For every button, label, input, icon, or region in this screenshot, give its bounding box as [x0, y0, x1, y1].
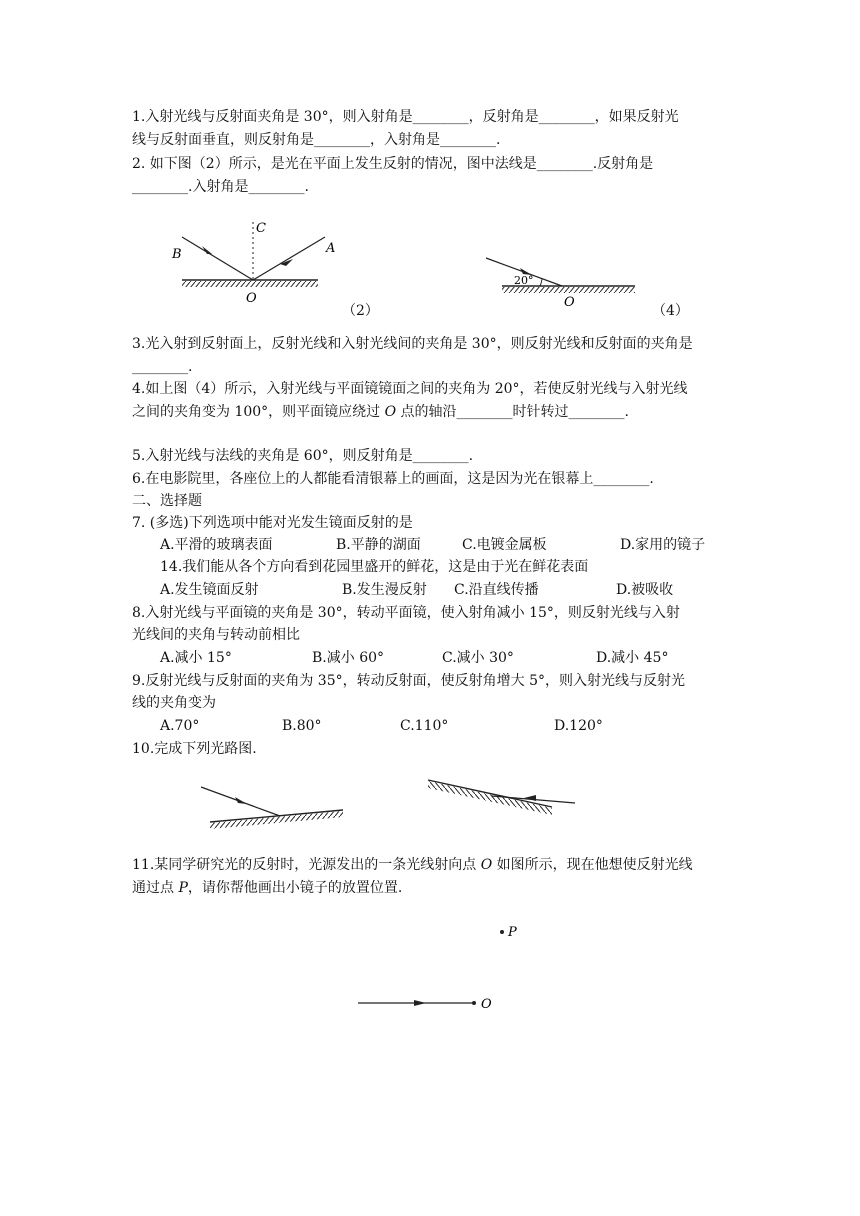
q8-line1: 8.入射光线与平面镜的夹角是 30°，转动平面镜，使入射角减小 15°，则反射光线与入射 [132, 605, 680, 621]
q10-figure-left [195, 780, 350, 835]
q14-options [160, 579, 760, 601]
label-O-11: O [481, 997, 492, 1012]
q14-stem: 14.我们能从各个方向看到花园里盛开的鲜花，这是由于光在鲜花表面 [160, 559, 589, 575]
figure-4-reflection-diagram [480, 250, 640, 312]
q11-line1: 11.某同学研究光的反射时，光源发出的一条光线射向点 O 如图所示，现在他想使反射光线 [132, 857, 693, 873]
q7-stem: 7. (多选)下列选项中能对光发生镜面反射的是 [132, 515, 413, 531]
angle-20-label: 20° [514, 274, 534, 287]
q9-options [160, 715, 760, 737]
q9-line2: 线的夹角变为 [132, 695, 216, 711]
q4-line2: 之间的夹角变为 100°，则平面镜应绕过 O 点的轴沿________时针转过________. [132, 404, 630, 420]
label-A: A [326, 241, 336, 256]
q5-text: 5.入射光线与法线的夹角是 60°，则反射角是________. [132, 448, 474, 464]
q8-line2: 光线间的夹角与转动前相比 [132, 627, 300, 643]
q4-line1: 4.如上图（4）所示，入射光线与平面镜镜面之间的夹角为 20°，若使反射光线与入射光线 [132, 381, 688, 397]
q7-option-b[interactable]: B.平静的湖面 [336, 537, 421, 553]
q10-figure-right [420, 770, 580, 825]
point-O [472, 1001, 476, 1005]
q7-option-d[interactable]: D.家用的镜子 [620, 537, 706, 553]
label-P: P [508, 925, 517, 940]
figure-2-reflection-diagram [160, 210, 336, 310]
q9-option-b[interactable]: B.80° [282, 718, 322, 734]
q14-option-d[interactable]: D.被吸收 [616, 582, 674, 598]
q8-option-a[interactable]: A.减小 15° [160, 650, 232, 666]
mirror4-hatching [502, 287, 635, 293]
q11-figure [350, 918, 530, 1018]
section-title-choice: 二、选择题 [132, 493, 202, 509]
q8-options [160, 647, 760, 669]
ray-OB [182, 237, 253, 280]
q6-text: 6.在电影院里，各座位上的人都能看清银幕上的画面，这是因为光在银幕上________. [132, 471, 654, 487]
ray-AO [253, 237, 325, 280]
q14-option-b[interactable]: B.发生漫反射 [342, 582, 427, 598]
q2-line2: ________.入射角是________. [132, 179, 309, 195]
q14-option-a[interactable]: A.发生镜面反射 [160, 582, 259, 598]
q10-right-mirror [428, 780, 552, 807]
q9-option-a[interactable]: A.70° [160, 718, 200, 734]
q1-line1: 1.入射光线与反射面夹角是 30°，则入射角是________，反射角是________，如果反射光 [132, 109, 679, 125]
q3-line1: 3.光入射到反射面上，反射光线和入射光线间的夹角是 30°，则反射光线和反射面的夹角是 [132, 336, 693, 352]
q7-option-c[interactable]: C.电镀金属板 [462, 537, 547, 553]
label-O-4: O [564, 295, 575, 310]
q9-option-d[interactable]: D.120° [554, 718, 603, 734]
q14-option-c[interactable]: C.沿直线传播 [454, 582, 539, 598]
q7-option-a[interactable]: A.平滑的玻璃表面 [160, 537, 273, 553]
label-C: C [256, 221, 266, 236]
q3-line2: ________. [132, 359, 193, 375]
q11-line2: 通过点 P，请你帮他画出小镜子的放置位置. [132, 880, 403, 896]
q10-text: 10.完成下列光路图. [132, 741, 257, 757]
q8-option-c[interactable]: C.减小 30° [442, 650, 514, 666]
figure-4-caption: （4） [652, 303, 689, 319]
figure-2-caption: （2） [342, 303, 379, 319]
q8-option-b[interactable]: B.减小 60° [312, 650, 385, 666]
q2-line1: 2. 如下图（2）所示，是光在平面上发生反射的情况，图中法线是________.反射角是 [132, 156, 654, 172]
q7-options [160, 534, 760, 556]
mirror-hatching [182, 281, 318, 287]
q9-line1: 9.反射光线与反射面的夹角为 35°，转动反射面，使反射角增大 5°，则入射光线与反射光 [132, 673, 685, 689]
label-O: O [246, 291, 257, 306]
q9-option-c[interactable]: C.110° [400, 718, 449, 734]
q1-line2: 线与反射面垂直，则反射角是________，入射角是________. [132, 132, 501, 148]
point-P [500, 930, 504, 934]
q8-option-d[interactable]: D.减小 45° [596, 650, 669, 666]
label-B: B [172, 247, 182, 262]
